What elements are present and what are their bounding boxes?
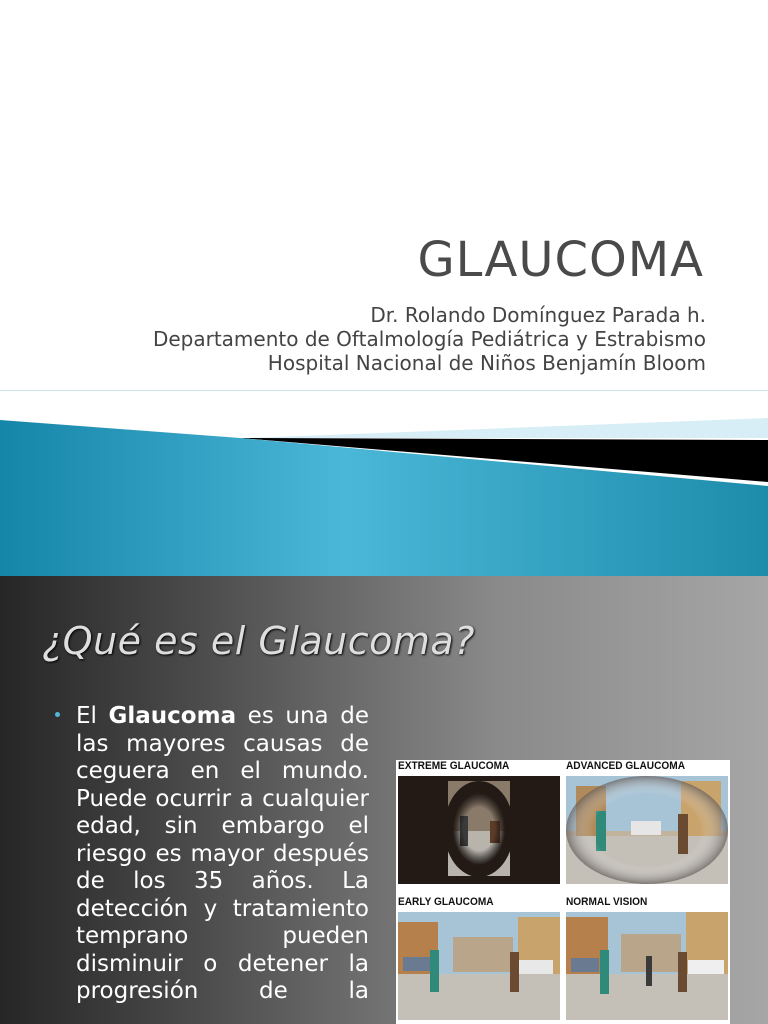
slide-title: GLAUCOMA [417,232,704,288]
label-normal: NORMAL VISION [566,896,648,908]
bullet-bold-term: Glaucoma [108,703,237,729]
decorative-wave-band [0,410,768,576]
label-early: EARLY GLAUCOMA [398,896,494,908]
label-advanced: ADVANCED GLAUCOMA [566,760,686,772]
bullet-rest: es una de las mayores causas de ceguera en el mundo. Puede ocurrir a cualquier edad, sin embargo el riesgo es mayor después de los 35 años. La detección y tratamiento temprano pueden disminuir o detener la progresión de la [76,703,369,1004]
photo-normal-vision [566,912,728,1020]
subtitle-author: Dr. Rolando Domínguez Parada h. [370,303,706,327]
section-title: ¿Qué es el Glaucoma? [42,619,475,663]
bullet-lead: El [76,703,109,729]
bullet-paragraph [76,703,369,1006]
subtitle-department: Departamento de Oftalmología Pediátrica y Estrabismo [152,327,706,351]
photo-extreme-glaucoma [398,776,560,884]
divider-line [0,390,768,391]
subtitle-block [153,303,706,375]
content-slide [0,576,768,1024]
subtitle-hospital: Hospital Nacional de Niños Benjamín Bloom [267,351,706,375]
photo-early-glaucoma [398,912,560,1020]
bullet-icon [55,712,60,717]
glaucoma-comparison-image [396,760,730,1024]
label-extreme: EXTREME GLAUCOMA [398,760,510,772]
photo-advanced-glaucoma [566,776,728,884]
